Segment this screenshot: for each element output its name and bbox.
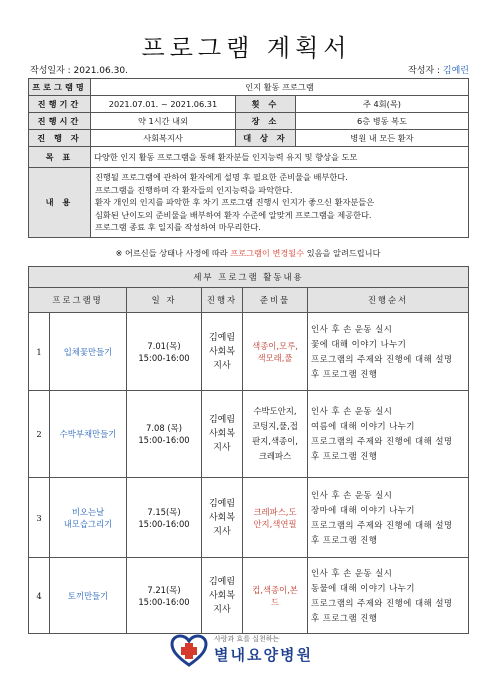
program-name-label: 프로그램명 [29,79,91,96]
content-line: 진행될 프로그램에 관하여 환자에게 설명 후 필요한 준비물을 배부한다. [95,172,348,182]
row-staff: 김예림 사회복 지사 [202,313,243,391]
logo-tagline: 사랑과 효를 실천하는 [214,635,280,643]
content-value [91,168,469,238]
row-date: 7.01(목) 15:00-16:00 [127,313,202,391]
heart-cross-icon [170,634,208,668]
period-value: 2021.07.01. ~ 2021.06.31 [91,96,236,113]
info-row-time [29,113,469,130]
row-materials: 수박도안지, 코팅지,풀,접 판지,색종이, 크레파스 [243,391,308,478]
header-materials: 준비물 [243,288,308,313]
table-row [29,558,469,634]
row-number: 2 [29,391,50,478]
date-written: 작성일자 : 2021.06.30. [30,66,128,76]
row-number: 4 [29,558,50,634]
target-label: 대 상 자 [236,130,296,147]
header-staff: 진행자 [202,288,243,313]
notice-highlight: 프로그램이 변경될수 [230,248,305,258]
info-row-content [29,168,469,238]
info-row-staff [29,130,469,147]
place-value: 6층 병동 복도 [296,113,469,130]
row-steps: 인사 후 손 운동 실시 장마에 대해 이야기 나누기 프로그램의 주제와 진행에 대해 설명 후 프로그램 진행 [308,478,469,558]
content-line: 환자 개인의 인지를 파악한 후 차기 프로그램 진행시 인지가 좋으신 환자분들은 [95,197,375,207]
author-line [408,63,469,76]
header-date: 일 자 [127,288,202,313]
row-materials: 색종이,모루, 색모래,풀 [243,313,308,391]
row-staff: 김예림 사회복 지사 [202,391,243,478]
header-steps: 진행순서 [308,288,469,313]
program-name-value: 인지 활동 프로그램 [91,79,469,96]
staff-label: 진 행 자 [29,130,91,147]
count-label: 횟 수 [236,96,296,113]
content-label: 내 용 [29,168,91,238]
table-row [29,313,469,391]
schedule-header-row [29,288,469,313]
row-materials: 크레파스,도 안지,색연필 [243,478,308,558]
notice-suffix: 있음을 알려드립니다 [306,248,381,258]
period-label: 진행기간 [29,96,91,113]
row-staff: 김예림 사회복 지사 [202,558,243,634]
staff-value: 사회복지사 [91,130,236,147]
document-title: 프로그램 계획서 [141,34,352,62]
row-date: 7.08 (목) 15:00-16:00 [127,391,202,478]
row-number: 1 [29,313,50,391]
time-label: 진행시간 [29,113,91,130]
content-line: 프로그램을 진행하며 각 환자들의 인지능력을 파악한다. [95,184,293,195]
goal-label: 목 표 [29,147,91,168]
row-number: 3 [29,478,50,558]
row-materials: 컵,색종이,본 드 [243,558,308,634]
author-label: 작성자 : [408,66,441,76]
table-row [29,478,469,558]
schedule-table [28,266,469,634]
schedule-caption-row [29,267,469,288]
notice-prefix: ※ 어르신들 상태나 사정에 따라 [115,248,228,258]
schedule-caption: 세부 프로그램 활동내용 [29,267,469,288]
count-value: 주 4회(목) [296,96,469,113]
row-date: 7.21(목) 15:00-16:00 [127,558,202,634]
row-steps: 인사 후 손 운동 실시 동물에 대해 이야기 나누기 프로그램의 주제와 진행에 대해 설명 후 프로그램 진행 [308,558,469,634]
row-steps: 인사 후 손 운동 실시 꽃에 대해 이야기 나누기 프로그램의 주제와 진행에 대해 설명 후 프로그램 진행 [308,313,469,391]
time-value: 약 1시간 내외 [91,113,236,130]
logo-hospital-name: 별내요양병원 [214,646,313,664]
hospital-logo [170,632,370,668]
row-steps: 인사 후 손 운동 실시 여름에 대해 이야기 나누기 프로그램의 주제와 진행에 대해 설명 후 프로그램 진행 [308,391,469,478]
goal-value: 다양한 인지 활동 프로그램을 통해 환자분들 인지능력 유지 및 향상을 도모 [91,147,469,168]
table-row [29,391,469,478]
row-date: 7.15(목) 15:00-16:00 [127,478,202,558]
place-label: 장 소 [236,113,296,130]
row-staff: 김예림 사회복 지사 [202,478,243,558]
notice-line [28,248,468,259]
info-row-program-name [29,79,469,96]
info-row-period [29,96,469,113]
row-program-name: 입체꽃만들기 [50,313,127,391]
program-info-table [28,78,469,238]
author-name: 김예린 [442,66,469,76]
content-line: 심화된 난이도의 준비물을 배부하여 환자 수준에 알맞게 프로그램을 제공한다. [95,209,372,220]
info-row-goal [29,147,469,168]
header-program-name: 프로그램명 [29,288,127,313]
content-line: 프로그램 종료 후 일지를 작성하여 마무리한다. [95,222,261,232]
target-value: 병원 내 모든 환자 [296,130,469,147]
row-program-name: 비오는날 내모습그리기 [50,478,127,558]
row-program-name: 토끼만들기 [50,558,127,634]
row-program-name: 수박부채만들기 [50,391,127,478]
